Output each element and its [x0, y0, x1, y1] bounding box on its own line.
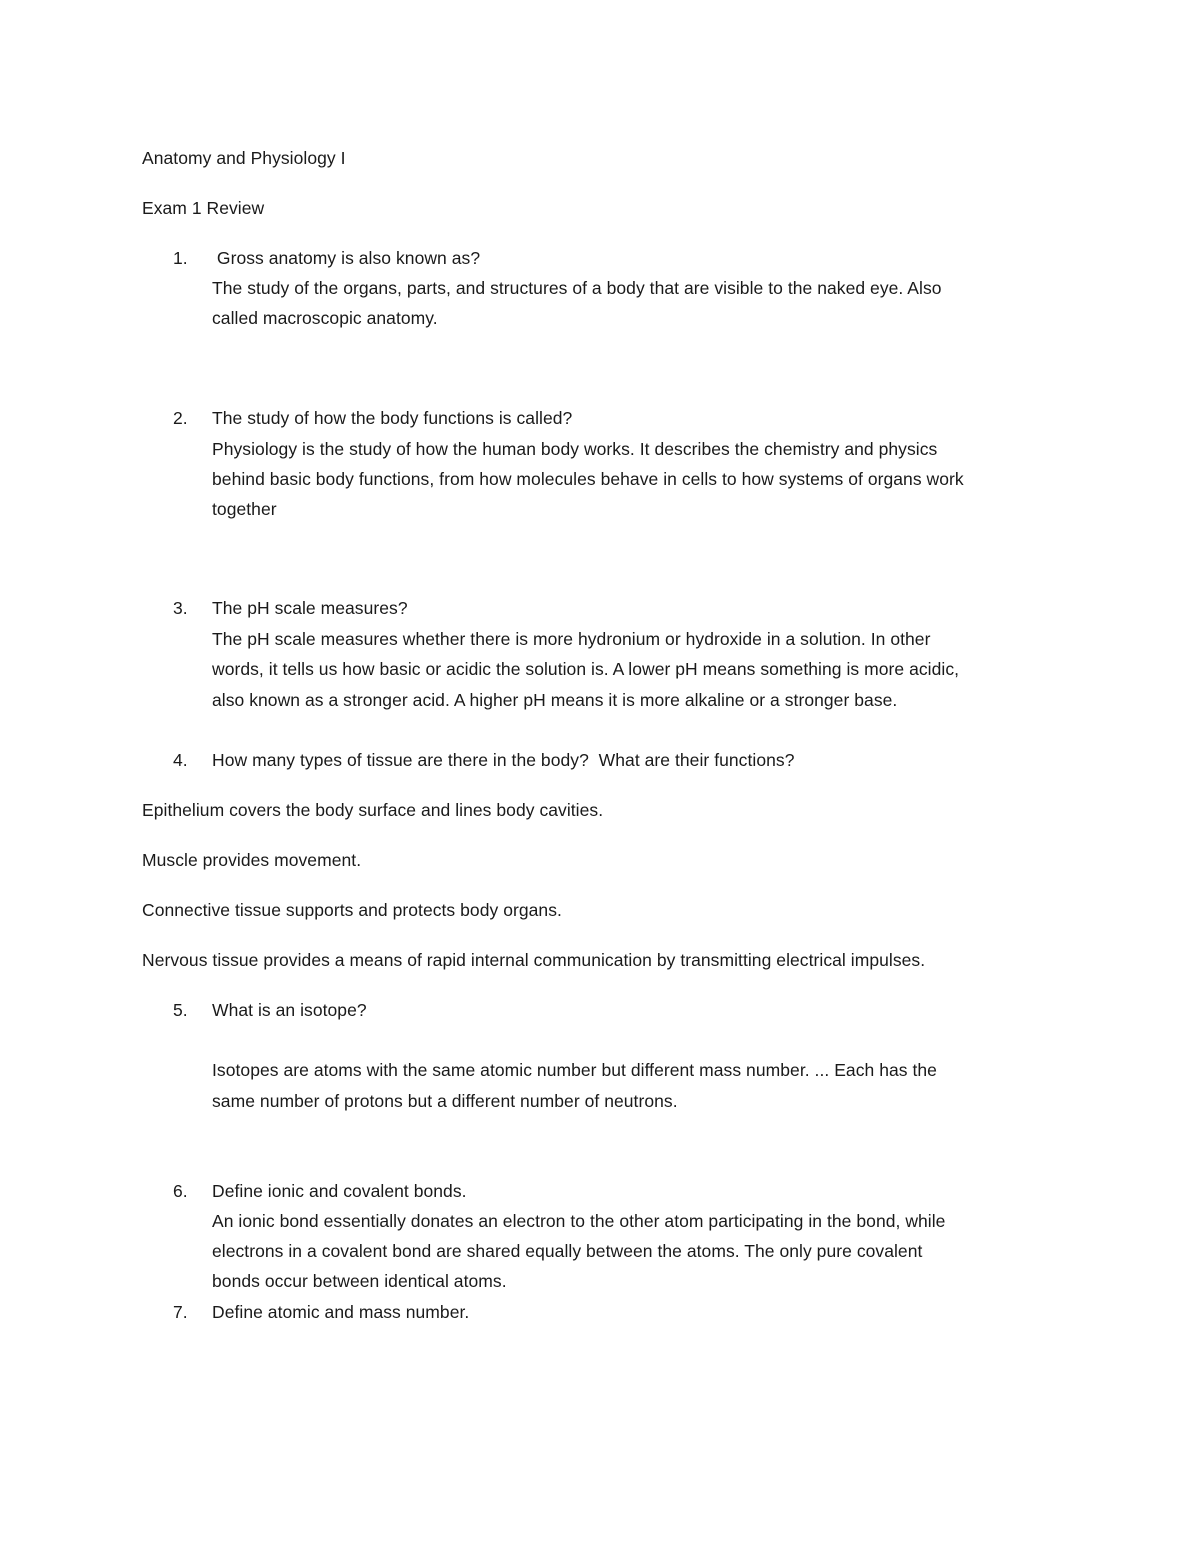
question-text: How many types of tissue are there in the body? What are their functions?: [212, 750, 795, 770]
answer-line: An ionic bond essentially donates an electron to the other atom participating in the bond, while: [212, 1211, 946, 1231]
question-number: 7.: [173, 1302, 188, 1322]
answer-paragraph: Connective tissue supports and protects body organs.: [142, 900, 562, 920]
question-text: What is an isotope?: [212, 1000, 367, 1020]
answer-line: bonds occur between identical atoms.: [212, 1271, 507, 1291]
answer-paragraph: Muscle provides movement.: [142, 850, 362, 870]
answer-line: Physiology is the study of how the human body works. It describes the chemistry and physics: [212, 439, 938, 459]
answer-line: together: [212, 499, 277, 519]
answer-line: called macroscopic anatomy.: [212, 308, 438, 328]
question-number: 3.: [173, 598, 188, 618]
document-subtitle: Exam 1 Review: [142, 198, 265, 218]
answer-line: The pH scale measures whether there is more hydronium or hydroxide in a solution. In other: [212, 629, 931, 649]
question-text: Define atomic and mass number.: [212, 1302, 470, 1322]
answer-paragraph: Epithelium covers the body surface and lines body cavities.: [142, 800, 604, 820]
question-text: Define ionic and covalent bonds.: [212, 1181, 467, 1201]
answer-line: Isotopes are atoms with the same atomic number but different mass number. ... Each has the: [212, 1060, 937, 1080]
document-title: Anatomy and Physiology I: [142, 148, 346, 168]
answer-line: electrons in a covalent bond are shared equally between the atoms. The only pure covalent: [212, 1241, 923, 1261]
answer-line: The study of the organs, parts, and structures of a body that are visible to the naked eye. Also: [212, 278, 942, 298]
answer-line: words, it tells us how basic or acidic the solution is. A lower pH means something is more acidic,: [212, 659, 960, 679]
answer-line: also known as a stronger acid. A higher pH means it is more alkaline or a stronger base.: [212, 690, 898, 710]
question-number: 2.: [173, 408, 188, 428]
answer-line: behind basic body functions, from how molecules behave in cells to how systems of organs work: [212, 469, 964, 489]
question-number: 6.: [173, 1181, 188, 1201]
question-text: The pH scale measures?: [212, 598, 408, 618]
question-text: Gross anatomy is also known as?: [212, 248, 481, 268]
answer-paragraph: Nervous tissue provides a means of rapid internal communication by transmitting electrical impulses.: [142, 950, 926, 970]
question-number: 1.: [173, 248, 188, 268]
question-number: 4.: [173, 750, 188, 770]
question-text: The study of how the body functions is called?: [212, 408, 573, 428]
answer-line: same number of protons but a different number of neutrons.: [212, 1091, 678, 1111]
question-number: 5.: [173, 1000, 188, 1020]
